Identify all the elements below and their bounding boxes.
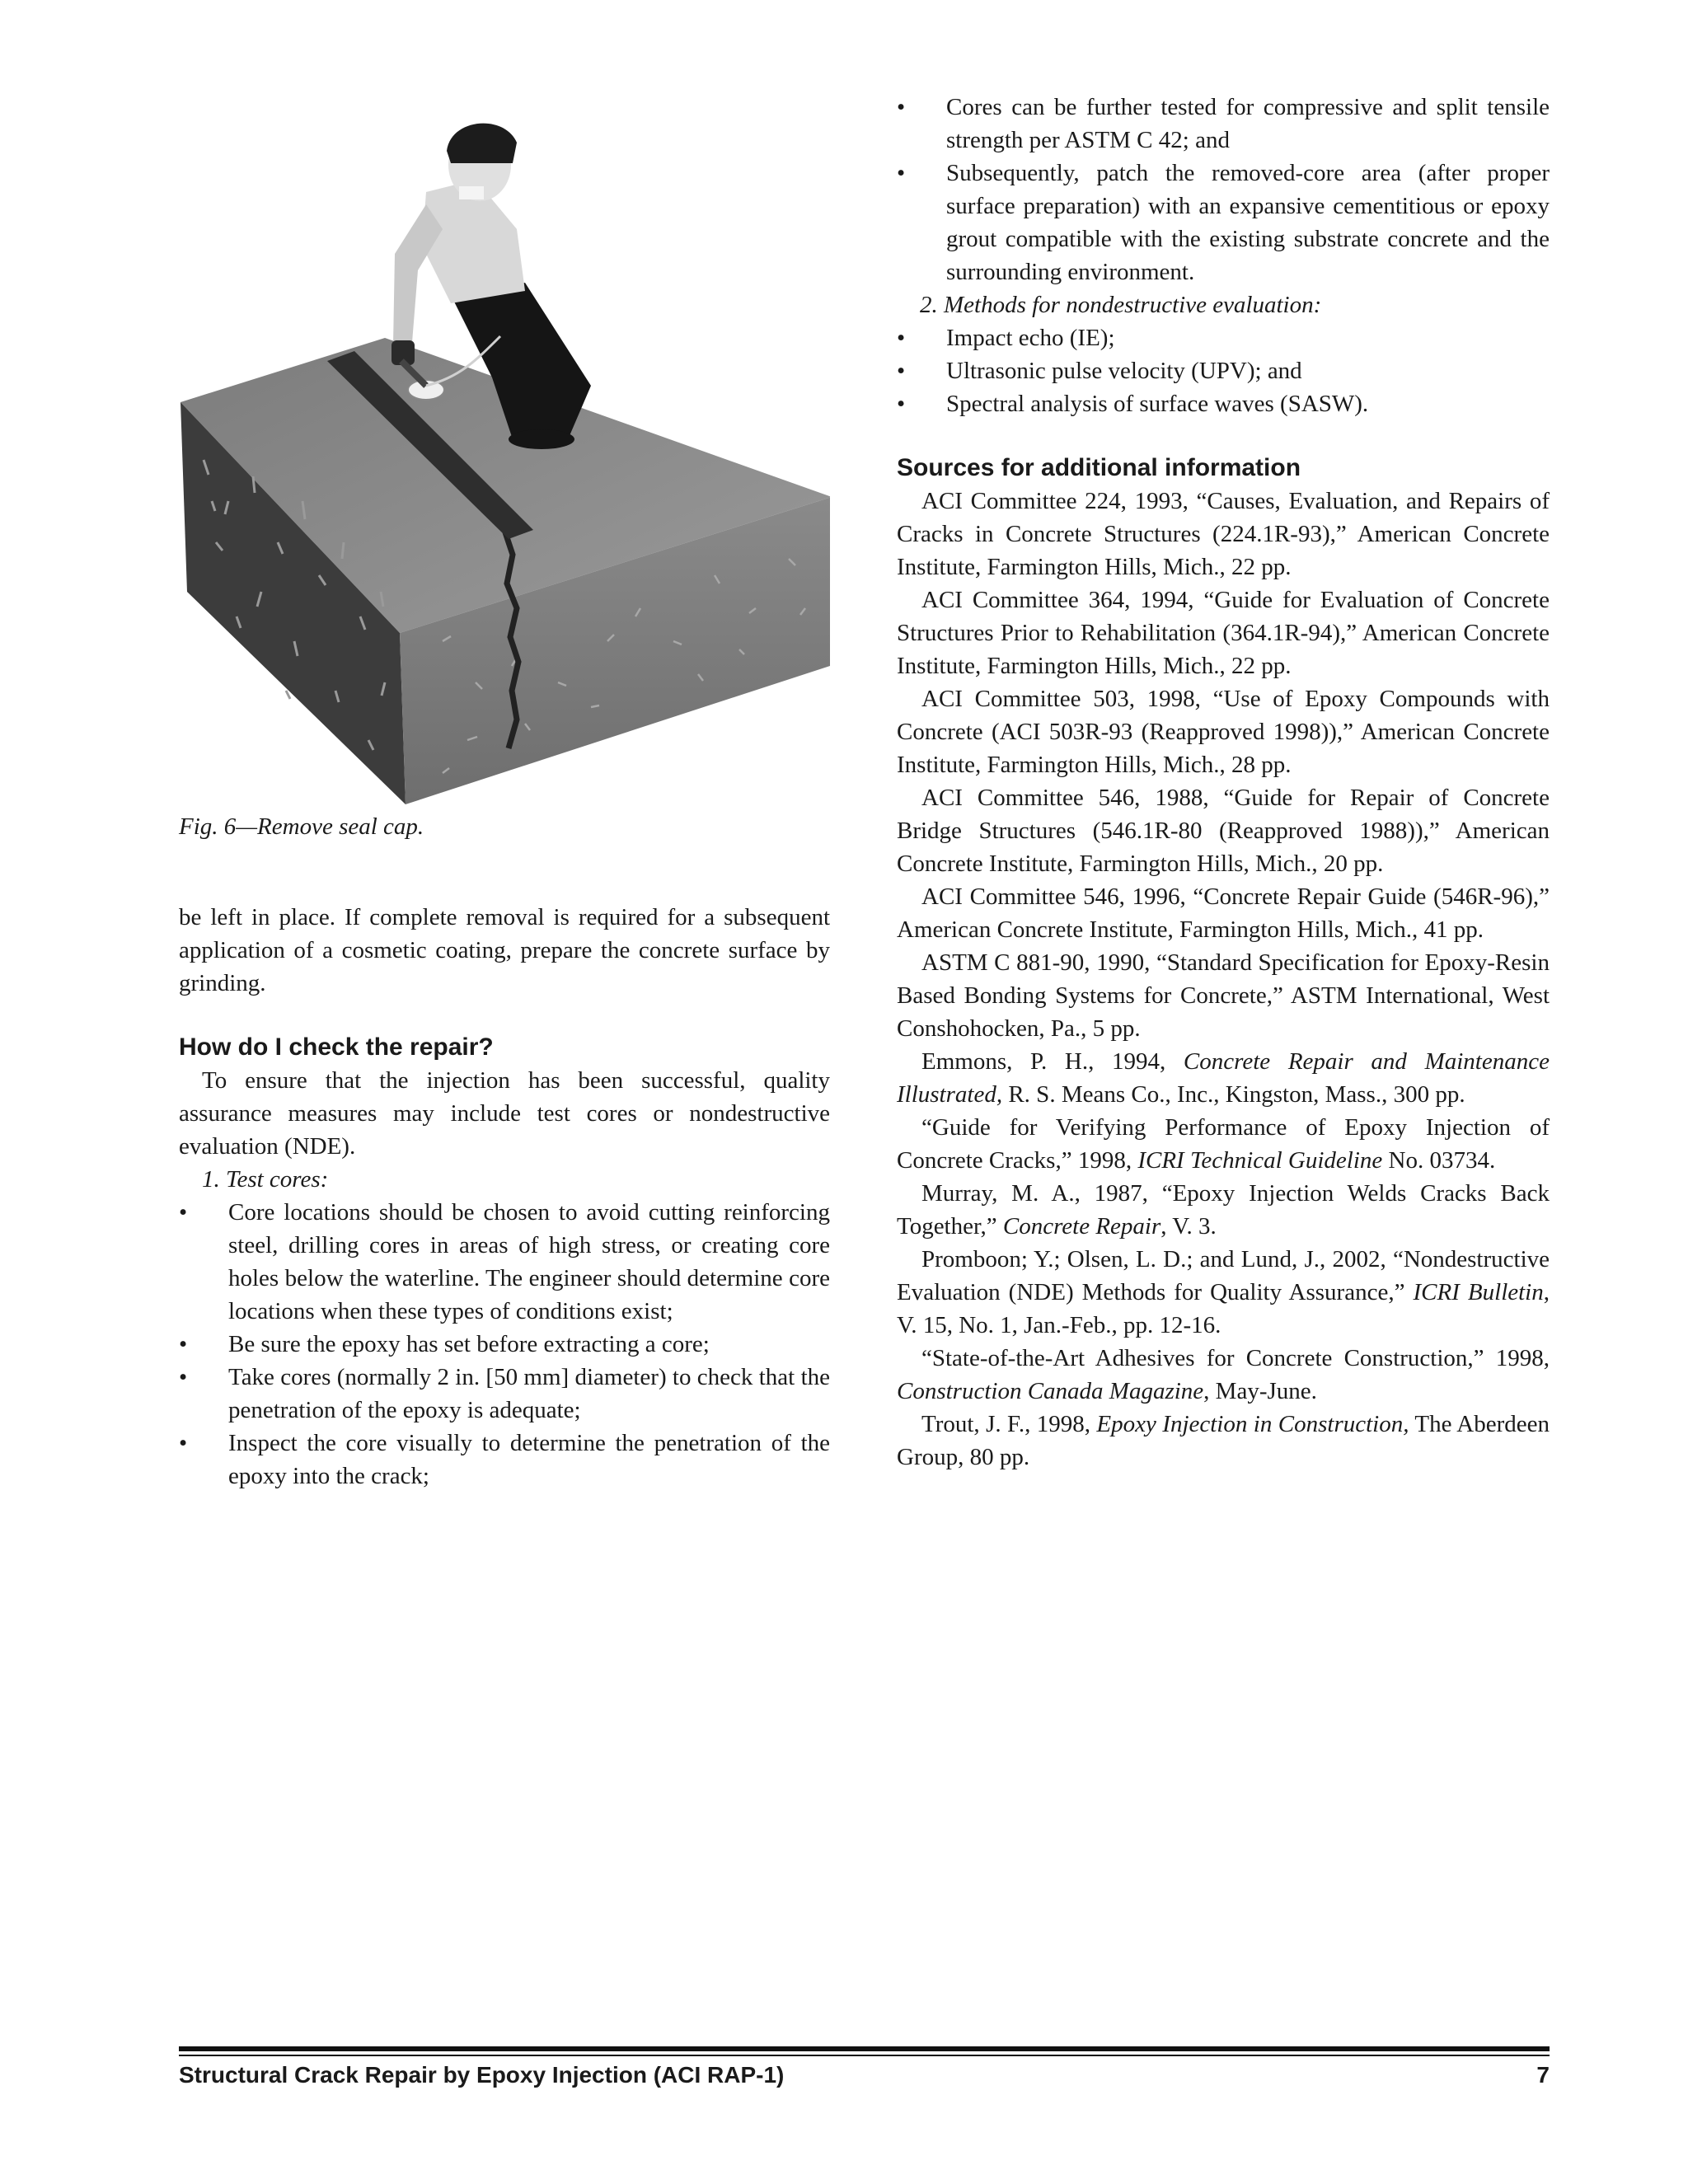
list-item: • Ultrasonic pulse velocity (UPV); and — [897, 358, 1302, 384]
nde-methods-list — [897, 321, 1550, 420]
figure-6 — [179, 114, 830, 810]
figure-6-illustration — [179, 114, 830, 810]
list-item: • Impact echo (IE); — [897, 325, 1115, 351]
list-item: • Inspect the core visually to determine the penetration of the epoxy into the crack; — [179, 1430, 830, 1489]
reference-item: ASTM C 881-90, 1990, “Standard Specification for Epoxy-Resin Based Bonding Systems for Concrete,” ASTM International, West Conshohocken, Pa., 5 pp. — [897, 949, 1550, 1042]
heading-check-repair: How do I check the repair? — [179, 1033, 494, 1061]
core-followup-list — [897, 91, 1550, 288]
intro-paragraph: To ensure that the injection has been successful, quality assurance measures may include test cores or nondestructive evaluation (NDE). — [179, 1067, 830, 1160]
worker-helmet — [447, 124, 517, 163]
page-footer — [179, 2059, 1550, 2092]
reference-item: Emmons, P. H., 1994, Concrete Repair and Maintenance Illustrated, R. S. Means Co., Inc., Kingston, Mass., 300 pp. — [897, 1048, 1550, 1108]
list-item: • Spectral analysis of surface waves (SASW). — [897, 391, 1369, 417]
list-item: • Subsequently, patch the removed-core area (after proper surface preparation) with an expansive cementitious or epoxy grout compatible with the existing substrate concrete and the surrounding environment. — [897, 160, 1550, 285]
page-number: 7 — [1536, 2062, 1550, 2088]
figure-caption: Fig. 6—Remove seal cap. — [179, 813, 424, 840]
reference-item: ACI Committee 546, 1996, “Concrete Repair Guide (546R-96),” American Concrete Institute, Farmington Hills, Mich., 41 pp. — [897, 883, 1550, 943]
list-item: • Be sure the epoxy has set before extracting a core; — [179, 1331, 710, 1357]
reference-item: Trout, J. F., 1998, Epoxy Injection in Construction, The Aberdeen Group, 80 pp. — [897, 1411, 1550, 1470]
reference-item: Murray, M. A., 1987, “Epoxy Injection Welds Cracks Back Together,” Concrete Repair, V. 3. — [897, 1180, 1550, 1240]
reference-item: ACI Committee 503, 1998, “Use of Epoxy Compounds with Concrete (ACI 503R-93 (Reapproved 1998)),” American Concrete Institute, Farmington Hills, Mich., 28 pp. — [897, 686, 1550, 778]
continued-paragraph: be left in place. If complete removal is required for a subsequent application of a cosmetic coating, prepare the concrete surface by grinding. — [179, 904, 830, 996]
footer-rule-thick — [179, 2046, 1550, 2051]
list-item: • Take cores (normally 2 in. [50 mm] diameter) to check that the penetration of the epoxy is adequate; — [179, 1364, 830, 1423]
test-cores-list — [179, 1196, 830, 1493]
heading-sources: Sources for additional information — [897, 454, 1301, 481]
reference-item: ACI Committee 546, 1988, “Guide for Repair of Concrete Bridge Structures (546.1R-80 (Reapproved 1988)),” American Concrete Institute, Farmington Hills, Mich., 20 pp. — [897, 785, 1550, 877]
reference-item: “Guide for Verifying Performance of Epoxy Injection of Concrete Cracks,” 1998, ICRI Technical Guideline No. 03734. — [897, 1114, 1550, 1174]
reference-item: ACI Committee 364, 1994, “Guide for Evaluation of Concrete Structures Prior to Rehabilitation (364.1R-94),” American Concrete Institute, Farmington Hills, Mich., 22 pp. — [897, 587, 1550, 679]
reference-item: “State-of-the-Art Adhesives for Concrete Construction,” 1998, Construction Canada Magazine, May-June. — [897, 1345, 1550, 1404]
footer-title: Structural Crack Repair by Epoxy Injection (ACI RAP-1) — [179, 2062, 785, 2088]
test-cores-label: 1. Test cores: — [202, 1166, 329, 1193]
left-column — [179, 114, 830, 1493]
list-item: • Core locations should be chosen to avoid cutting reinforcing steel, drilling cores in areas of high stress, or creating core holes below the waterline. The engineer should determine core locations when these types of conditions exist; — [179, 1199, 830, 1324]
reference-item: Promboon; Y.; Olsen, L. D.; and Lund, J., 2002, “Nondestructive Evaluation (NDE) Methods for Quality Assurance,” ICRI Bulletin, V. 15, No. 1, Jan.-Feb., pp. 12-16. — [897, 1246, 1550, 1338]
list-item: • Cores can be further tested for compressive and split tensile strength per ASTM C 42; and — [897, 94, 1550, 153]
nde-methods-label: 2. Methods for nondestructive evaluation: — [920, 292, 1322, 318]
right-column — [897, 91, 1550, 1474]
footer-rule-thin — [179, 2055, 1550, 2056]
reference-item: ACI Committee 224, 1993, “Causes, Evaluation, and Repairs of Cracks in Concrete Structures (224.1R-93),” American Concrete Institute, Farmington Hills, Mich., 22 pp. — [897, 488, 1550, 580]
references-list — [897, 485, 1550, 1474]
worker-arm — [393, 204, 443, 353]
